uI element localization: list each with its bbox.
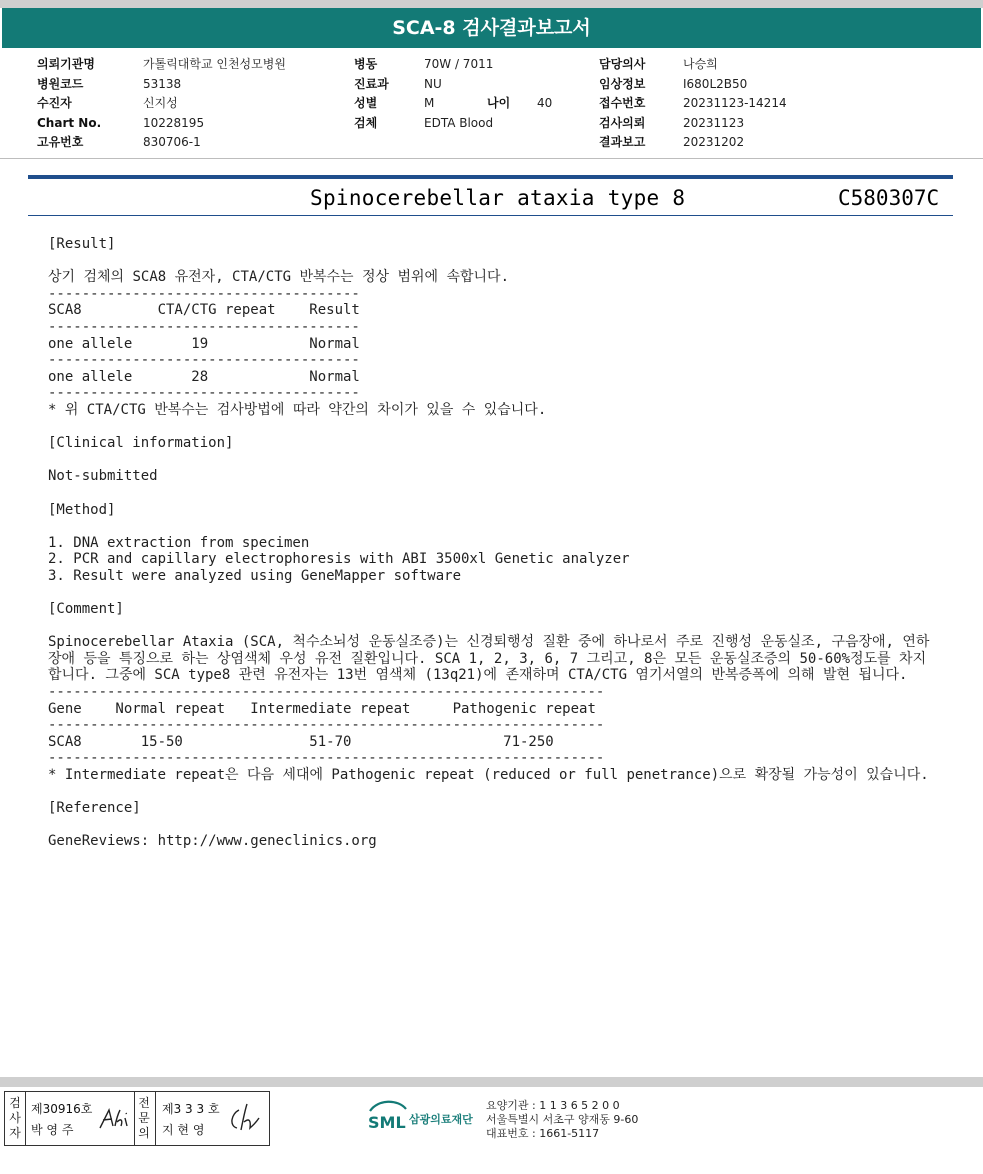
result-method-section: [48, 236, 938, 634]
report-title: SCA-8 검사결과보고서: [2, 8, 981, 48]
value-request-date: 20231123: [683, 115, 745, 130]
body-line: * 위 CTA/CTG 반복수는 검사방법에 따라 약간의 차이가 있을 수 있습니다.: [48, 401, 547, 418]
body-line: SCA8 CTA/CTG repeat Result: [48, 302, 360, 319]
divider: [155, 1092, 156, 1145]
table-line: ------------------------------------------------------------------: [48, 717, 605, 734]
body-line: one allele 19 Normal: [48, 335, 360, 352]
label-sex: 성별: [354, 96, 378, 110]
label-clinical-info: 임상정보: [599, 76, 646, 91]
specialist-signature: [225, 1100, 265, 1136]
specialist-name: 지 현 영: [162, 1123, 205, 1137]
top-border: [0, 0, 983, 8]
label-unique-number: 고유번호: [37, 135, 84, 149]
phone: 대표번호 : 1661-5117: [486, 1127, 600, 1140]
value-department: NU: [424, 76, 442, 91]
label-hospital-code: 병원코드: [37, 76, 84, 91]
label-age: 나이: [487, 96, 511, 110]
value-ward: 70W / 7011: [424, 57, 494, 71]
examiner-signature: [97, 1104, 133, 1136]
foundation-name: 삼광의료재단: [409, 1113, 473, 1126]
label-request-date: 검사의뢰: [599, 115, 646, 130]
test-code: C580307C: [838, 186, 940, 210]
body-line: 2. PCR and capillary electrophoresis with ABI 3500xl Genetic analyzer: [48, 551, 630, 568]
value-clinical-info: I680L2B50: [683, 76, 748, 91]
signature-box: [4, 1091, 270, 1146]
value-specimen: EDTA Blood: [424, 115, 494, 130]
body-line: GeneReviews: http://www.geneclinics.org: [48, 833, 377, 850]
value-hospital-code: 53138: [143, 76, 182, 91]
body-line: [48, 618, 938, 635]
value-accession-no: 20231123-14214: [683, 96, 787, 110]
care-code: 요양기관 : 1 1 3 6 5 2 0 0: [486, 1099, 620, 1112]
body-line: [Reference]: [48, 800, 141, 817]
body-line: one allele 28 Normal: [48, 368, 360, 385]
label-report-date: 결과보고: [599, 135, 646, 149]
logo-text: SML: [368, 1113, 406, 1132]
value-sex: M: [424, 96, 435, 110]
body-line: [48, 452, 938, 469]
reference-section: [48, 784, 938, 850]
body-line: -------------------------------------: [48, 285, 360, 302]
table-line: Gene Normal repeat Intermediate repeat Pathogenic repeat: [48, 700, 596, 717]
table-line: SCA8 15-50 51-70 71-250: [48, 733, 554, 750]
label-accession-no: 접수번호: [599, 96, 646, 110]
body-line: -------------------------------------: [48, 385, 360, 402]
label-physician: 담당의사: [599, 57, 646, 71]
body-line: [48, 419, 938, 436]
body-line: [Clinical information]: [48, 435, 234, 452]
header-column-1: [37, 55, 286, 153]
value-age: 40: [537, 96, 553, 110]
body-line: [48, 518, 938, 535]
section-rule-bottom: [28, 215, 953, 216]
body-line: [48, 817, 938, 834]
body-line: [Method]: [48, 501, 116, 518]
section-rule-top: [28, 175, 953, 179]
examiner-license: 제30916호: [31, 1102, 93, 1116]
table-line: ------------------------------------------------------------------: [48, 684, 605, 701]
body-line: 3. Result were analyzed using GeneMapper software: [48, 567, 462, 584]
reference-range-table: [48, 684, 938, 767]
address: 서울특별시 서초구 양재동 9-60: [486, 1113, 639, 1126]
sml-logo: [366, 1097, 408, 1137]
value-physician: 나승희: [683, 57, 718, 71]
body-line: 상기 검체의 SCA8 유전자, CTA/CTG 반복수는 정상 범위에 속합니다.: [48, 269, 510, 286]
body-line: [48, 584, 938, 601]
body-line: -------------------------------------: [48, 318, 360, 335]
examiner-label: 검사자: [9, 1096, 21, 1140]
header-column-3: [599, 55, 787, 153]
specialist-license: 제3 3 3 호: [162, 1102, 220, 1116]
examiner-name: 박 영 주: [31, 1123, 74, 1137]
test-name: Spinocerebellar ataxia type 8: [310, 186, 686, 210]
bottom-border: [0, 1077, 983, 1087]
body-line: [48, 485, 938, 502]
comment-paragraph: Spinocerebellar Ataxia (SCA, 척수소뇌성 운동실조증)는 신경퇴행성 질환 중에 하나로서 주로 진행성 운동실조, 구음장애, 연하장애 등을 특징으로 하는 상염색체 우성 유전 질환입니다. SCA 1, 2, 3, 6, 7 그리고, 8은 모든 운동실조증의 50-60%정도를 차지합니다. 그중에 SCA type8 관련 유전자는 13번 염색체 (13q21)에 존재하며 CTA/CTG 염기서열의 반복증폭에 의해 발현 됩니다.: [48, 634, 930, 684]
label-ward: 병동: [354, 57, 378, 71]
divider: [134, 1092, 135, 1145]
label-specimen: 검체: [354, 115, 378, 130]
body-line: [48, 253, 938, 270]
foundation-info: [486, 1099, 638, 1141]
table-line: ------------------------------------------------------------------: [48, 750, 605, 767]
specialist-label: 전문의: [138, 1096, 150, 1140]
label-chart-no: Chart No.: [37, 115, 102, 130]
body-line: [Result]: [48, 236, 116, 252]
intermediate-note: * Intermediate repeat은 다음 세대에 Pathogenic repeat (reduced or full penetrance)으로 확장될 가능성이 있습니다.: [48, 767, 929, 783]
body-line: [Comment]: [48, 601, 124, 618]
label-patient: 수진자: [37, 96, 72, 110]
body-line: Not-submitted: [48, 468, 158, 485]
body-line: [48, 784, 938, 801]
body-line: 1. DNA extraction from specimen: [48, 534, 310, 551]
label-requesting-institution: 의뢰기관명: [37, 57, 95, 71]
header-column-2: [354, 55, 552, 133]
value-requesting-institution: 가톨릭대학교 인천성모병원: [143, 57, 286, 71]
report-body: [48, 236, 938, 850]
label-department: 진료과: [354, 76, 389, 91]
value-report-date: 20231202: [683, 135, 745, 149]
value-unique-number: 830706-1: [143, 135, 201, 149]
divider: [25, 1092, 26, 1145]
value-patient: 신지성: [143, 96, 178, 110]
body-line: -------------------------------------: [48, 352, 360, 369]
header-divider: [0, 158, 983, 159]
value-chart-no: 10228195: [143, 115, 205, 130]
